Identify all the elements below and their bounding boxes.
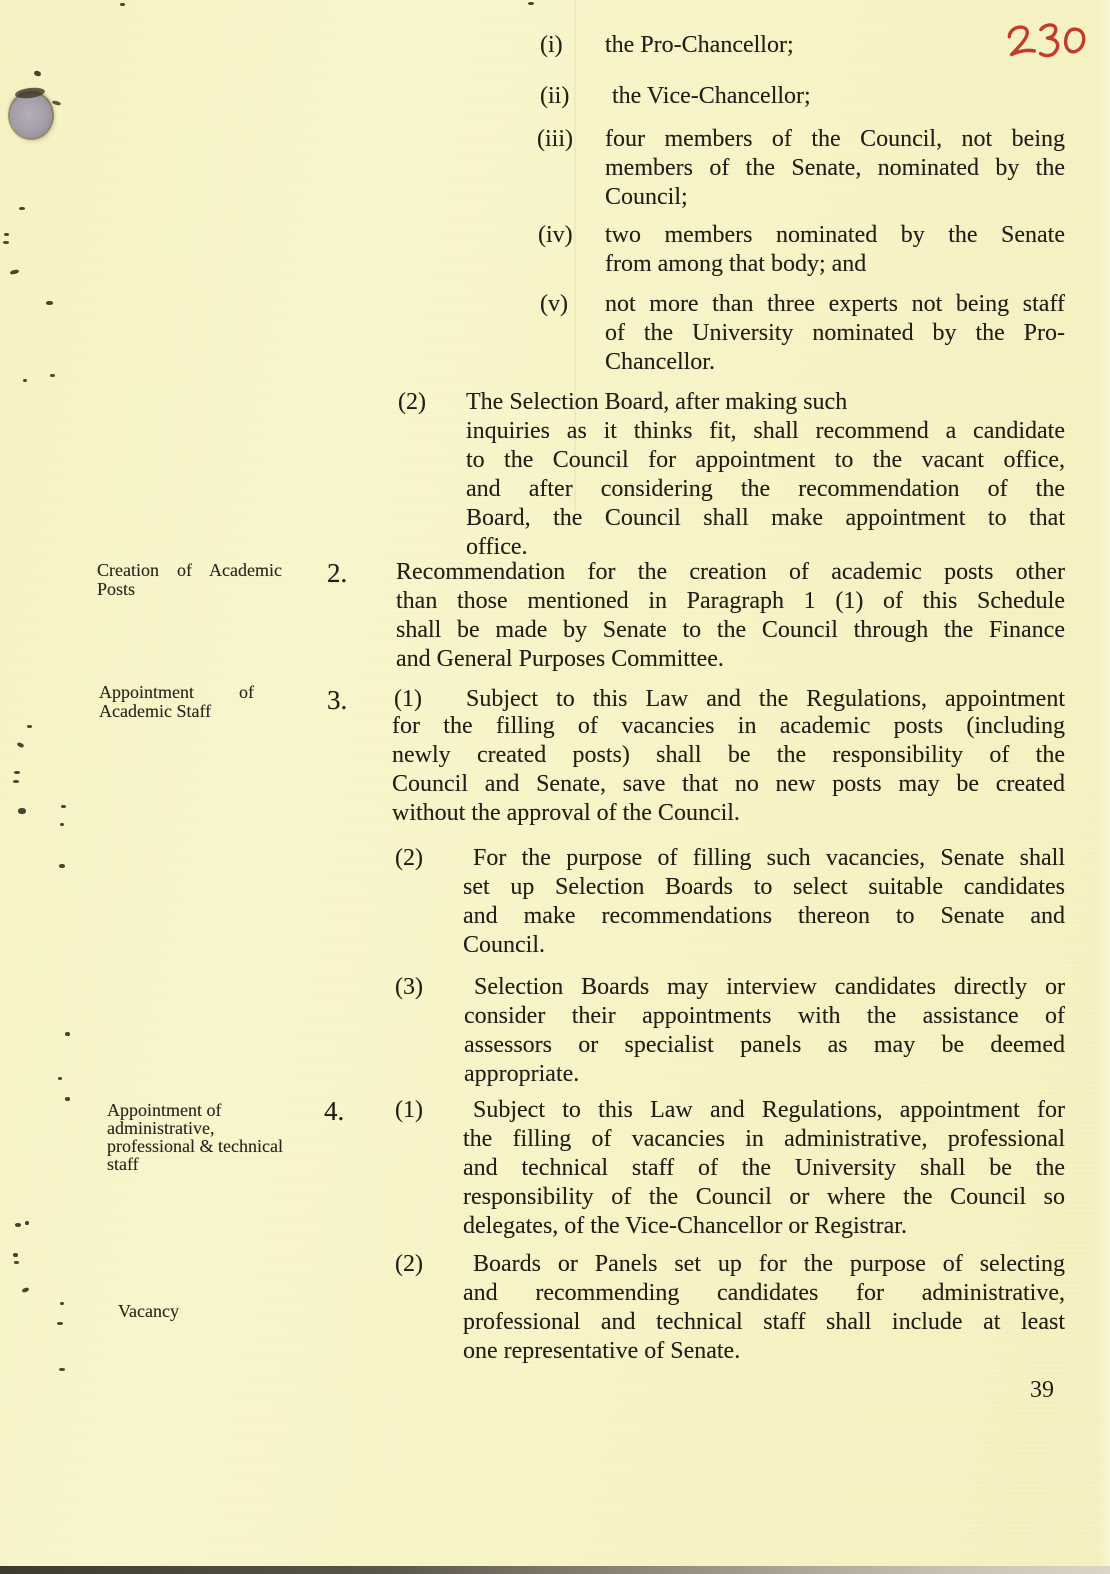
text-line: to the Council for appointment to the vacant office, — [466, 447, 1065, 473]
text-line: for the filling of vacancies in academic posts (including — [392, 713, 1065, 739]
margin-note-appointment-of-admin-staff — [107, 1101, 307, 1173]
clause-4-2-body — [463, 1250, 1065, 1366]
text-line: Selection Boards may interview candidates directly or — [474, 974, 1065, 1000]
text-line: and technical staff of the University shall be the — [463, 1155, 1065, 1181]
hole-punch — [10, 93, 52, 138]
scan-edge-right — [1098, 0, 1110, 1574]
text-line: of the University nominated by the Pro- — [605, 320, 1065, 346]
margin-note-creation-of-academic-posts — [97, 561, 282, 599]
text-line: Creation of Academic — [97, 560, 282, 580]
text-line: the Pro-Chancellor; — [605, 32, 794, 58]
text-line: the Vice-Chancellor; — [612, 83, 811, 109]
clause-4-1-body — [463, 1096, 1065, 1241]
page-number: 39 — [1030, 1377, 1054, 1403]
text-line: Boards or Panels set up for the purpose of selecting — [473, 1251, 1065, 1277]
text-line: responsibility of the Council or where the Council so — [463, 1184, 1065, 1210]
list-label-i: (i) — [540, 32, 563, 58]
text-line: and General Purposes Committee. — [396, 646, 724, 672]
text-line: administrative, — [107, 1118, 215, 1138]
text-line: set up Selection Boards to select suitable candidates — [463, 874, 1065, 900]
text-line: staff — [107, 1154, 139, 1174]
text-line: newly created posts) shall be the responsibility of the — [392, 742, 1065, 768]
clause-1-2-body — [466, 417, 1065, 562]
text-line: Board, the Council shall make appointment to that — [466, 505, 1065, 531]
text-line: and recommending candidates for administrative, — [463, 1280, 1065, 1306]
text-line: Academic Staff — [99, 701, 212, 721]
list-item-iv-text — [605, 221, 1065, 279]
clause-4-2-label: (2) — [395, 1251, 423, 1277]
text-line: and make recommendations thereon to Senate and — [463, 903, 1065, 929]
section-4-number: 4. — [324, 1096, 345, 1126]
section-3-number: 3. — [327, 685, 348, 715]
section-2-body — [396, 558, 1065, 674]
clause-4-1-label: (1) — [395, 1097, 423, 1123]
text-line: Chancellor. — [605, 349, 715, 375]
text-line: Recommendation for the creation of academic posts other — [396, 559, 1065, 585]
text-line: the filling of vacancies in administrative, professional — [463, 1126, 1065, 1152]
text-line: two members nominated by the Senate — [605, 222, 1065, 248]
section-2-number: 2. — [327, 558, 348, 588]
clause-3-3-body — [464, 973, 1065, 1089]
text-line: Subject to this Law and Regulations, appointment for — [473, 1097, 1065, 1123]
text-line: and after considering the recommendation of the — [466, 476, 1065, 502]
clause-3-2-body — [463, 844, 1065, 960]
clause-3-1-body — [392, 712, 1065, 828]
text-line: Posts — [97, 579, 136, 599]
clause-1-2-first-line: The Selection Board, after making such — [466, 389, 848, 415]
text-line: delegates, of the Vice-Chancellor or Registrar. — [463, 1213, 907, 1239]
text-line: than those mentioned in Paragraph 1 (1) of this Schedule — [396, 588, 1065, 614]
list-item-iii-text — [605, 125, 1065, 212]
text-line: inquiries as it thinks fit, shall recommend a candidate — [466, 418, 1065, 444]
clause-3-1-label: (1) — [394, 686, 422, 712]
margin-note-vacancy: Vacancy — [118, 1301, 179, 1321]
text-line: Appointment of — [107, 1100, 222, 1120]
text-line: Council and Senate, save that no new posts may be created — [392, 771, 1065, 797]
text-line: Council; — [605, 184, 688, 210]
list-label-v: (v) — [540, 291, 568, 317]
text-line: office. — [466, 534, 528, 560]
list-item-v-text — [605, 290, 1065, 377]
text-line: one representative of Senate. — [463, 1338, 741, 1364]
clause-3-1-first-line: Subject to this Law and the Regulations, appointment — [466, 686, 1065, 712]
list-label-ii: (ii) — [540, 83, 570, 109]
text-line: Appointment of — [99, 682, 254, 702]
clause-3-3-label: (3) — [395, 974, 423, 1000]
text-line: four members of the Council, not being — [605, 126, 1065, 152]
list-item-i-text — [605, 31, 1065, 60]
text-line: professional and technical staff shall include at least — [463, 1309, 1065, 1335]
text-line: assessors or specialist panels as may be deemed — [464, 1032, 1065, 1058]
text-line: Council. — [463, 932, 545, 958]
text-line: professional & technical — [107, 1136, 283, 1156]
text-line: appropriate. — [464, 1061, 580, 1087]
clause-3-2-label: (2) — [395, 845, 423, 871]
text-line: from among that body; and — [605, 251, 867, 277]
scan-edge-bottom — [0, 1566, 1110, 1574]
clause-1-2-label: (2) — [398, 389, 426, 415]
text-line: consider their appointments with the assistance of — [464, 1003, 1065, 1029]
text-line: members of the Senate, nominated by the — [605, 155, 1065, 181]
list-label-iv: (iv) — [538, 222, 573, 248]
list-item-ii-text — [612, 82, 1072, 111]
margin-note-appointment-of-academic-staff — [99, 683, 254, 721]
list-label-iii: (iii) — [537, 126, 573, 152]
text-line: For the purpose of filling such vacancies, Senate shall — [473, 845, 1065, 871]
text-line: without the approval of the Council. — [392, 800, 740, 826]
text-line: shall be made by Senate to the Council through the Finance — [396, 617, 1065, 643]
text-line: not more than three experts not being staff — [605, 291, 1065, 317]
